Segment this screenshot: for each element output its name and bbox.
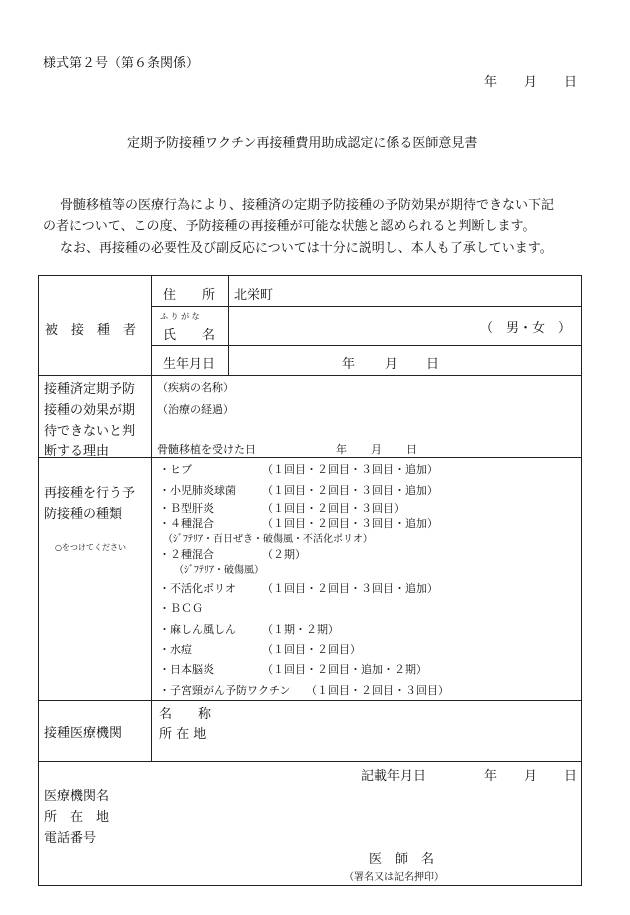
disease-name-label: （疾病の名称） [157, 381, 234, 394]
address-label: 住 所 [163, 288, 216, 303]
vaccine-item-name: ・小児肺炎球菌 [159, 484, 236, 497]
institution-label: 接種医療機関 [44, 726, 123, 741]
reason-label-4: 断する理由 [44, 444, 110, 459]
intro-line-1: 骨髄移植等の医療行為により、接種済の定期予防接種の予防効果が期待できない下記 [60, 198, 555, 213]
doctor-name-label: 医 師 名 [369, 852, 435, 867]
vaccine-label-1: 再接種を行う予 [44, 486, 136, 501]
dob-month: 月 [385, 357, 399, 372]
reason-label-3: 待できないと判 [44, 424, 136, 439]
intro-line-3: なお、再接種の必要性及び副反応については十分に説明し、本人も了承しています。 [60, 241, 553, 256]
entry-year: 年 [484, 769, 498, 784]
vaccine-item-doses: （１回目・２回目・３回目・追加） [262, 463, 438, 476]
footer-phone-label: 電話番号 [44, 831, 97, 846]
transplant-day: 日 [406, 443, 417, 456]
vaccine-item-name: ・ＢＣＧ [159, 602, 203, 615]
institution-address-label: 所 在 地 [159, 727, 207, 742]
transplant-month: 月 [371, 443, 382, 456]
date-month-label: 月 [524, 75, 538, 90]
vaccine-item-doses: （１回目・２回目・３回目・追加） [262, 484, 438, 497]
signature-note: （署名又は記名押印） [344, 872, 444, 883]
treatment-label: （治療の経過） [157, 403, 234, 416]
transplant-date-label: 骨髄移植を受けた日 [157, 443, 256, 456]
vaccine-item-name: ・子宮頸がん予防ワクチン [159, 684, 291, 697]
dob-label: 生年月日 [163, 357, 216, 372]
date-day-label: 日 [564, 75, 578, 90]
vaccine-item-name: ・不活化ポリオ [159, 582, 236, 595]
vaccine-item-doses: （１回目・２回目・３回目） [306, 684, 449, 697]
recipient-label: 被 接 種 者 [45, 323, 137, 338]
vaccine-item-doses: （１回目・２回目・３回目） [262, 502, 405, 515]
vaccine-item-sub: （ｼﾞﾌﾃﾘｱ・百日ぜき・破傷風・不活化ポリオ） [163, 534, 373, 545]
vaccine-item-doses: （２期） [262, 548, 306, 561]
vaccine-item-doses: （１回目・２回目・３回目・追加） [262, 582, 438, 595]
vaccine-item-sub: （ｼﾞﾌﾃﾘｱ・破傷風） [174, 565, 264, 576]
vaccine-item-doses: （１回目・２回目） [262, 643, 361, 656]
document-title: 定期予防接種ワクチン再接種費用助成認定に係る医師意見書 [127, 136, 478, 151]
vaccine-item-doses: （１回目・２回目・３回目・追加） [262, 517, 438, 530]
entry-date-label: 記載年月日 [361, 769, 427, 784]
furigana-label: ふ り が な [160, 312, 200, 321]
entry-month: 月 [524, 769, 538, 784]
name-label: 氏 名 [163, 328, 216, 343]
footer-address-label: 所 在 地 [44, 810, 110, 825]
dob-day: 日 [426, 357, 440, 372]
footer-institution-name-label: 医療機関名 [44, 789, 110, 804]
vaccine-item-doses: （１回目・２回目・追加・２期） [262, 663, 427, 676]
reason-label-2: 接種の効果が期 [44, 403, 136, 418]
circle-instruction: ○をつけてください [55, 543, 126, 552]
gender-selection: （ 男・女 ） [480, 321, 572, 336]
vaccine-item-name: ・日本脳炎 [159, 663, 214, 676]
entry-day: 日 [564, 769, 578, 784]
vaccine-item-name: ・Ｂ型肝炎 [159, 502, 214, 515]
date-year-label: 年 [484, 75, 498, 90]
reason-label-1: 接種済定期予防 [44, 382, 136, 397]
vaccine-item-name: ・麻しん風しん [159, 623, 236, 636]
vaccine-item-doses: （１期・２期） [262, 623, 339, 636]
address-value: 北栄町 [234, 288, 274, 303]
vaccine-item-name: ・水痘 [159, 643, 192, 656]
vaccine-item-name: ・４種混合 [159, 517, 214, 530]
institution-name-label: 名 称 [159, 707, 212, 722]
intro-line-2: の者について、この度、予防接種の再接種が可能な状態と認められると判断します。 [43, 219, 536, 234]
transplant-year: 年 [336, 443, 347, 456]
form-number: 様式第２号（第６条関係） [43, 56, 200, 71]
vaccine-item-name: ・２種混合 [159, 548, 214, 561]
vaccine-item-name: ・ヒブ [159, 463, 192, 476]
vaccine-label-2: 防接種の種類 [44, 507, 123, 522]
dob-year: 年 [342, 357, 356, 372]
